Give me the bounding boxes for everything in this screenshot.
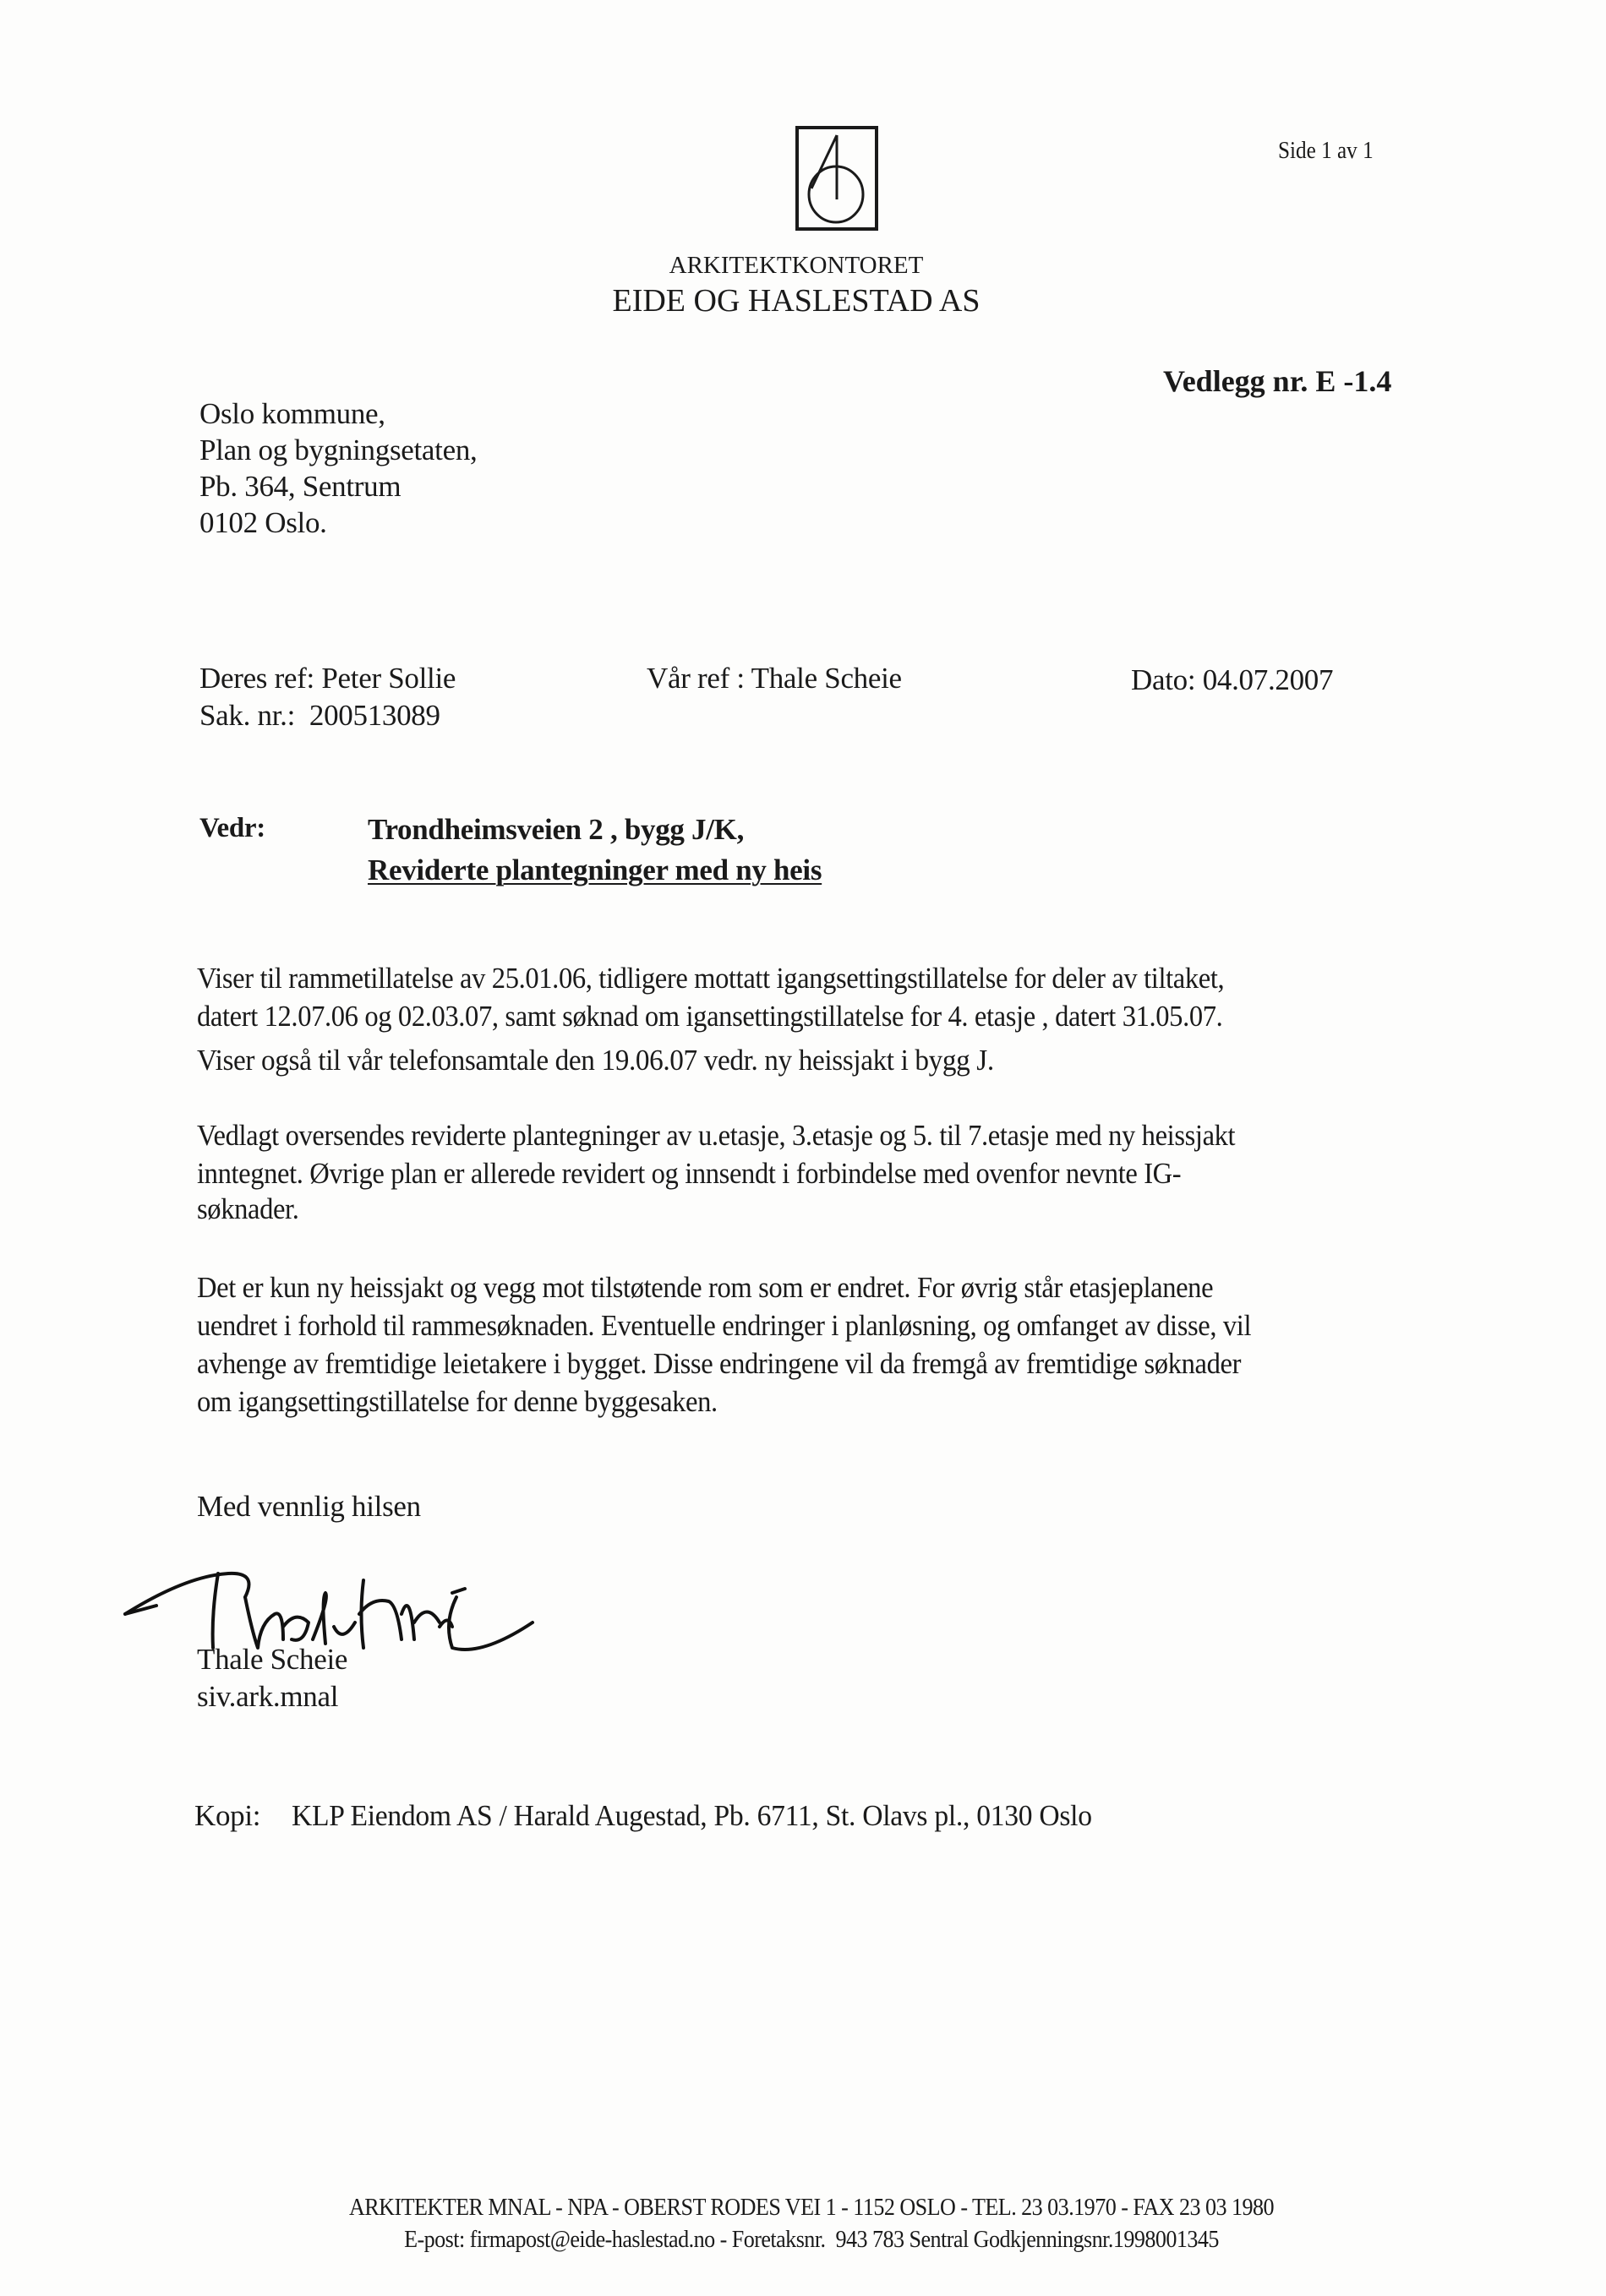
paragraph-line: Viser til rammetillatelse av 25.01.06, tidligere mottatt igangsettingstillatelse for deler av tiltaket, — [197, 962, 1225, 995]
paragraph-line: datert 12.07.06 og 02.03.07, samt søknad om igansettingstillatelse for 4. etasje , datert 31.05.07. — [197, 1000, 1223, 1033]
case-number: Sak. nr.: 200513089 — [199, 699, 440, 732]
subject-line2: Reviderte plantegninger med ny heis — [368, 854, 822, 886]
recipient-line: Plan og bygningsetaten, — [199, 434, 478, 466]
paragraph-line: søknader. — [197, 1192, 299, 1225]
paragraph-line: avhenge av fremtidige leietakere i bygget. Disse endringene vil da fremgå av fremtidige søknader — [197, 1347, 1242, 1380]
attachment-number: Vedlegg nr. E -1.4 — [1163, 364, 1392, 398]
subject-label: Vedr: — [199, 813, 265, 843]
paragraph-line: uendret i forhold til rammesøknaden. Eventuelle endringer i planløsning, og omfanget av disse, vil — [197, 1309, 1252, 1342]
paragraph-line: inntegnet. Øvrige plan er allerede revidert og innsendt i forbindelse med ovenfor nevnte IG- — [197, 1157, 1182, 1190]
recipient-line: Pb. 364, Sentrum — [199, 470, 402, 503]
page-indicator: Side 1 av 1 — [1278, 138, 1374, 164]
recipient-line: 0102 Oslo. — [199, 506, 327, 539]
paragraph-line: Vedlagt oversendes reviderte plantegninger av u.etasje, 3.etasje og 5. til 7.etasje med ny heissjakt — [197, 1119, 1236, 1152]
recipient-line: Oslo kommune, — [199, 397, 385, 430]
closing: Med vennlig hilsen — [197, 1490, 421, 1523]
your-reference: Deres ref: Peter Sollie — [199, 662, 456, 695]
copy-recipient: KLP Eiendom AS / Harald Augestad, Pb. 6711, St. Olavs pl., 0130 Oslo — [292, 1799, 1092, 1832]
copy-label: Kopi: — [194, 1799, 261, 1832]
paragraph-line: Det er kun ny heissjakt og vegg mot tilstøtende rom som er endret. For øvrig står etasjeplanene — [197, 1271, 1214, 1304]
signer-name: Thale Scheie — [197, 1643, 348, 1676]
footer-contact: E-post: firmapost@eide-haslestad.no - Foretaksnr. 943 783 Sentral Godkjenningsnr.1998001345 — [404, 2226, 1219, 2253]
our-reference: Vår ref : Thale Scheie — [647, 662, 902, 695]
letterhead-line1: ARKITEKTKONTORET — [669, 252, 924, 279]
signer-title: siv.ark.mnal — [197, 1680, 339, 1713]
company-logo — [795, 125, 879, 232]
letterhead-company-name: EIDE OG HASLESTAD AS — [612, 283, 981, 319]
paragraph-line: Viser også til vår telefonsamtale den 19.06.07 vedr. ny heissjakt i bygg J. — [197, 1044, 994, 1077]
footer-address: ARKITEKTER MNAL - NPA - OBERST RODES VEI 1 - 1152 OSLO - TEL. 23 03.1970 - FAX 23 03 1980 — [348, 2194, 1275, 2221]
paragraph-line: om igangsettingstillatelse for denne byggesaken. — [197, 1385, 718, 1418]
signature — [118, 1563, 592, 1665]
subject-line1: Trondheimsveien 2 , bygg J/K, — [368, 813, 745, 846]
letter-date: Dato: 04.07.2007 — [1131, 663, 1334, 696]
